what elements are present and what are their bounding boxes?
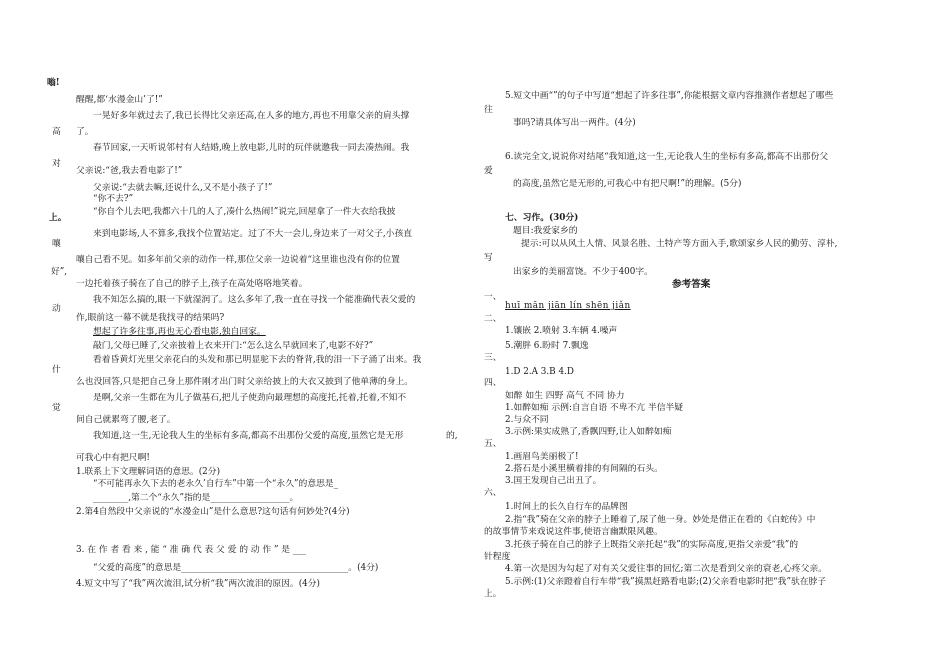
text-line: 2.第4自然段中父亲说的“水漫金山”是什么意思?这句话有何妙处?(4分)	[76, 507, 350, 517]
text-line: “你自个儿去吧,我都六十几的人了,凑什么热闹!”说完,回屋拿了一件大衣给我披	[93, 207, 396, 217]
text-line: 2.指“我”骑在父亲的脖子上睡着了,尿了他一身。妙处是借正在看的《白蛇传》中	[505, 515, 816, 525]
text-line: 一晃好多年就过去了,我已长得比父亲还高,在人多的地方,再也不用靠父亲的肩头撑	[93, 111, 410, 121]
text-line: 对	[52, 159, 61, 169]
text-line: 事吗?请具体写出一两件。(4分)	[513, 118, 636, 128]
text-line: 上。	[49, 213, 67, 223]
text-line: 一、	[484, 292, 502, 302]
text-line: 父亲说:“爸,我去看电影了!”	[76, 166, 183, 176]
text-line: 6.读完全文,说说你对结尾“我知道,这一生,无论我人生的坐标有多高,都高不出那份父	[505, 152, 829, 162]
text-line: 嚷自己看不见。如多年前父亲的动作一样,那位父亲一边说着“这里谁也没有你的位置	[76, 255, 400, 265]
text-line: “不可能再永久下去的老永久’自行车”中第一个“永久”的意思是_	[93, 479, 339, 489]
text-line: 4.第一次是因为勾起了对有关父爱往事的回忆;第二次是看到父亲的衰老,心疼父亲。	[505, 564, 828, 574]
text-line: 题目:我爱家乡的	[513, 226, 578, 236]
text-line: 3.国王发现自己出丑了。	[505, 476, 602, 486]
text-line: 1.时间上的长久自行车的品牌图	[505, 502, 628, 512]
text-line: 的,	[446, 431, 458, 441]
text-line: 出家乡的美丽富饶。不少于400字。	[513, 267, 653, 277]
text-line: 4.短文中写了“我”两次流泪,试分析“我”两次流泪的原因。(4分)	[76, 579, 320, 589]
text-line: “你不去?”	[93, 194, 134, 204]
text-line: 是啊,父亲一生都在为儿子做基石,把儿子使劲向最理想的高度托,托着,托着,不知不	[93, 393, 407, 403]
text-line: 5.短文中画“”的句子中写道“想起了许多往事”,你能根据文章内容推测作者想起了哪些	[505, 91, 834, 101]
text-line: 写	[484, 253, 493, 263]
text-line: 醒醒,都‘水漫金山’了!”	[76, 95, 163, 105]
text-line: 的故事情节来戏说这件事,使语言幽默限风趣。	[484, 527, 663, 537]
text-line: ________,第二个“永久”指的是__________________。	[93, 493, 299, 503]
text-line: 三、	[484, 353, 502, 363]
text-line: huī mān jiān lín shēn jiǎn	[505, 301, 631, 311]
text-line: 往	[484, 105, 493, 115]
text-line: 敲门,父母已睡了,父亲披着上衣来开门:“怎么这么早就回来了,电影不好?”	[93, 341, 374, 351]
text-line: 3. 在 作 者 看 来 , 能 “ 准 确 代 表 父 爱 的 动 作 ” 是 ___	[76, 545, 307, 555]
text-line: 么也没回答,只是把自己身上那件刚才出门时父亲给披上的大衣又披到了他单薄的身上。	[76, 377, 414, 387]
text-line: 什	[52, 365, 61, 375]
text-line: 提示:可以从风土人情、风景名胜、土特产等方面入手,歌颂家乡人民的勤劳、淳朴,	[521, 239, 838, 249]
text-line: 六、	[484, 488, 502, 498]
text-line: 动	[52, 304, 61, 314]
text-line: 嗡!	[47, 78, 60, 88]
text-line: 高	[52, 127, 61, 137]
text-line: 2.与众不同	[505, 415, 549, 425]
text-line: 作,眼前这一幕不就是我找寻的结果吗?	[76, 313, 225, 323]
text-line: 5.潮胖 6.盼时 7.飘逸	[505, 341, 589, 351]
text-line: 来到电影场,人不算多,我找个位置站定。过了不大一会儿,身边来了一对父子,小孩直	[93, 229, 413, 239]
text-line: 好”,	[51, 267, 68, 277]
text-line: 二、	[484, 314, 502, 324]
text-line: 可我心中有把尺啊!	[76, 453, 150, 463]
text-line: 针程度	[484, 552, 511, 562]
text-line: 了。	[76, 127, 94, 137]
text-line: 七、习作。(30分)	[505, 213, 579, 223]
text-line: 觉	[52, 403, 61, 413]
text-line: 四、	[484, 378, 502, 388]
text-line: 我不知怎么搞的,眼一下就湿润了。这么多年了,我一直在寻找一个能准确代表父爱的	[93, 295, 416, 305]
text-line: 看着昏黄灯光里父亲花白的头发和那已明显驼下去的脊背,我的泪一下子涌了出来。我	[93, 355, 422, 365]
text-line: 5.示例:(1)父亲蹬着自行车带“我”摸黑赶路看电影;(2)父亲看电影时把“我”驮在脖子	[505, 577, 827, 587]
text-line: 的高度,虽然它是无形的,可我心中有把尺啊!”的理解。(5分)	[513, 179, 742, 189]
text-line: 我知道,这一生,无论我人生的坐标有多高,都高不出那份父爱的高度,虽然它是无形	[93, 431, 404, 441]
text-line: 3.托孩子骑在自己的脖子上既指父亲托起“我”的实际高度,更指父亲爱“我”的	[505, 540, 799, 550]
text-line: 1.D 2.A 3.B 4.D	[505, 367, 574, 377]
text-line: “父爱的高度”的意思是______________________________________。(4分)	[93, 563, 379, 573]
text-line: 五、	[484, 439, 502, 449]
text-line: 上。	[484, 589, 502, 599]
text-line: 一边托着孩子骑在了自己的脖子上,孩子在高处咯咯地笑着。	[76, 279, 308, 289]
text-line: 嚷	[52, 239, 61, 249]
text-line: 1.联系上下文理解词语的意思。(2分)	[76, 467, 221, 477]
text-line: 间自己就累弯了腰,老了。	[76, 415, 176, 425]
text-line: 爱	[484, 166, 493, 176]
text-line: 如醉 如生 四野 高气 不同 协力	[505, 391, 625, 401]
text-line: 1.画眉鸟美丽极了!	[505, 452, 579, 462]
text-line: 2.搭石是小溪里横着排的有间隔的石头。	[505, 464, 663, 474]
text-line: 父亲说:“去就去嘛,还说什么,又不是小孩子了!”	[93, 183, 273, 193]
text-line: 1.镶嵌 2.喷射 3.车辆 4.噪声	[505, 326, 618, 336]
text-line: 春节回家,一天听说邻村有人结婚,晚上放电影,儿时的玩伴就邀我一同去凑热闹。我	[93, 143, 410, 153]
text-line: 想起了许多往事,再也无心看电影,独自回家。	[93, 327, 266, 337]
text-line: 1.如醉如痴 示例:自言自语 不卑不亢 半信半疑	[505, 403, 684, 413]
text-line: 参考答案	[672, 279, 711, 290]
text-line: 3.示例:果实成熟了,香飘四野,让人如醉如痴	[505, 427, 672, 437]
